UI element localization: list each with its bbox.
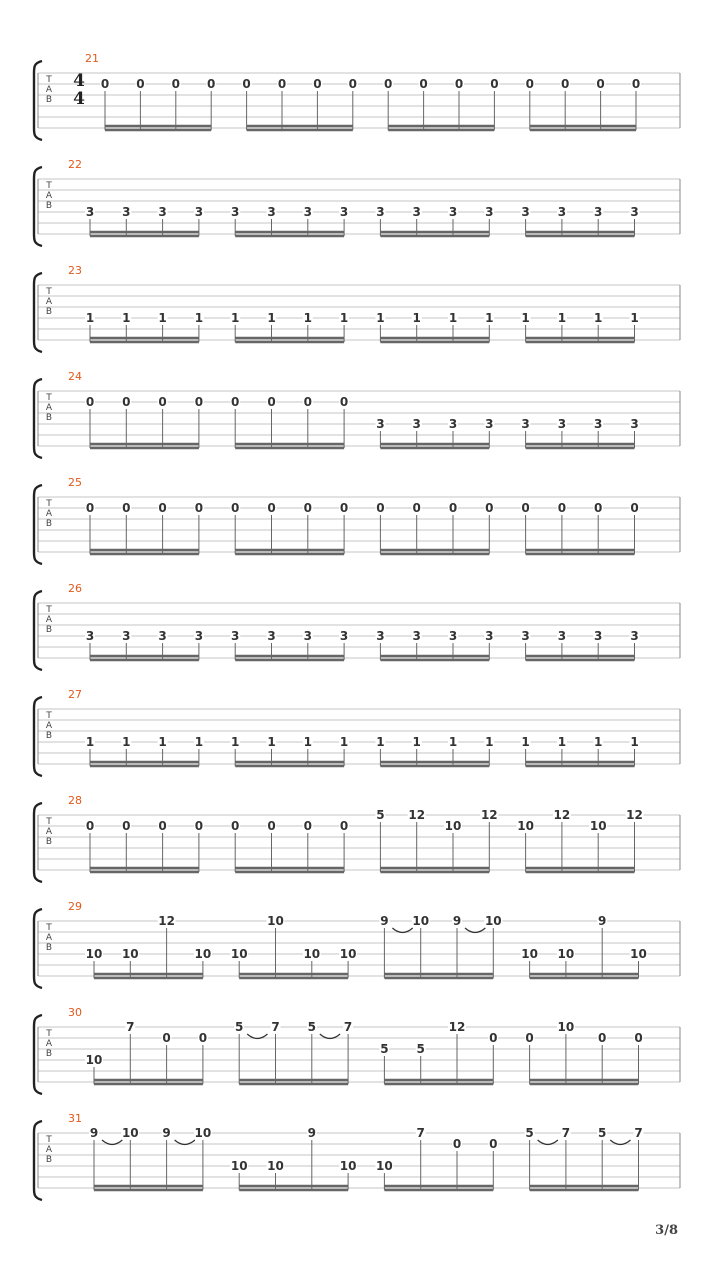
fret-number: 10 [630, 947, 647, 961]
fret-number: 3 [448, 629, 458, 643]
fret-number: 7 [343, 1020, 353, 1034]
fret-number: 3 [521, 205, 530, 219]
time-signature-bottom: 4 [73, 89, 85, 109]
fret-number: 1 [594, 311, 603, 325]
fret-number: 0 [158, 819, 167, 833]
fret-number: 0 [412, 501, 421, 515]
fret-number: 0 [339, 501, 349, 515]
tab-clef-letter: A [45, 615, 53, 625]
fret-number: 3 [485, 629, 494, 643]
fret-number: 10 [303, 947, 321, 961]
fret-number: 1 [448, 735, 458, 749]
fret-number: 5 [598, 1126, 607, 1140]
tab-clef-letter: T [46, 393, 52, 403]
fret-number: 3 [448, 205, 458, 219]
measure-number: 26 [68, 582, 82, 595]
fret-number: 3 [267, 629, 276, 643]
fret-number: 5 [376, 808, 385, 822]
tab-clef-letter: B [45, 731, 53, 741]
tab-clef-letter: T [46, 1029, 52, 1039]
fret-number: 7 [271, 1020, 280, 1034]
fret-number: 0 [489, 1137, 498, 1151]
fret-number: 10 [267, 1159, 284, 1173]
fret-number: 0 [122, 395, 131, 409]
fret-number: 0 [634, 1031, 643, 1045]
tab-clef-letter: B [45, 625, 53, 635]
fret-number: 12 [408, 808, 426, 822]
fret-number: 1 [85, 311, 95, 325]
measure-number: 22 [68, 158, 82, 171]
fret-number: 0 [207, 77, 216, 91]
fret-number: 7 [126, 1020, 135, 1034]
fret-number: 3 [412, 205, 421, 219]
fret-number: 3 [594, 417, 603, 431]
fret-number: 1 [267, 311, 276, 325]
fret-number: 3 [231, 629, 240, 643]
fret-number: 1 [339, 735, 349, 749]
fret-number: 9 [380, 914, 389, 928]
measure-number: 25 [68, 476, 82, 489]
tab-clef-letter: B [45, 201, 53, 211]
fret-number: 3 [594, 205, 603, 219]
fret-number: 0 [100, 77, 110, 91]
fret-number: 0 [557, 501, 567, 515]
tab-clef-letter: B [45, 1155, 53, 1165]
fret-number: 3 [376, 417, 385, 431]
fret-number: 0 [85, 819, 95, 833]
fret-number: 12 [553, 808, 571, 822]
fret-number: 9 [598, 914, 607, 928]
fret-number: 1 [194, 311, 204, 325]
fret-number: 5 [525, 1126, 534, 1140]
fret-number: 3 [194, 629, 204, 643]
fret-number: 0 [267, 819, 276, 833]
tab-clef-letter: T [46, 287, 52, 297]
fret-number: 0 [630, 501, 639, 515]
fret-number: 3 [594, 629, 603, 643]
fret-number: 0 [303, 501, 312, 515]
fret-number: 0 [267, 395, 276, 409]
fret-number: 9 [89, 1126, 99, 1140]
fret-number: 0 [490, 77, 499, 91]
fret-number: 3 [303, 629, 312, 643]
fret-number: 1 [412, 735, 421, 749]
tab-clef-letter: T [46, 1135, 52, 1145]
fret-number: 0 [171, 77, 180, 91]
measure-number: 30 [68, 1006, 82, 1019]
fret-number: 12 [158, 914, 175, 928]
tab-clef-letter: B [45, 943, 53, 953]
fret-number: 0 [313, 77, 322, 91]
fret-number: 3 [122, 205, 131, 219]
fret-number: 0 [485, 501, 494, 515]
fret-number: 3 [85, 205, 95, 219]
fret-number: 10 [517, 819, 534, 833]
tab-clef-letter: B [45, 307, 53, 317]
fret-number: 3 [376, 205, 385, 219]
fret-number: 0 [194, 501, 204, 515]
fret-number: 0 [561, 77, 570, 91]
fret-number: 10 [484, 914, 502, 928]
fret-number: 1 [231, 735, 240, 749]
measure-number: 27 [68, 688, 82, 701]
fret-number: 0 [136, 77, 145, 91]
fret-number: 10 [194, 1126, 212, 1140]
fret-number: 0 [198, 1031, 208, 1045]
tab-clef-letter: T [46, 923, 52, 933]
fret-number: 3 [339, 629, 349, 643]
fret-number: 0 [452, 1137, 462, 1151]
fret-number: 1 [267, 735, 276, 749]
tab-clef-letter: B [45, 519, 53, 529]
fret-number: 0 [85, 501, 95, 515]
fret-number: 10 [85, 947, 103, 961]
fret-number: 1 [485, 735, 494, 749]
fret-number: 3 [267, 205, 276, 219]
fret-number: 3 [521, 629, 530, 643]
fret-number: 10 [339, 947, 357, 961]
fret-number: 0 [158, 501, 167, 515]
fret-number: 5 [416, 1042, 425, 1056]
fret-number: 0 [303, 819, 312, 833]
fret-number: 3 [412, 629, 421, 643]
tab-clef-letter: A [45, 933, 53, 943]
tab-clef-letter: B [45, 1049, 53, 1059]
tab-clef-letter: A [45, 1039, 53, 1049]
measure-number: 29 [68, 900, 82, 913]
fret-number: 0 [277, 77, 287, 91]
fret-number: 1 [376, 311, 385, 325]
fret-number: 12 [626, 808, 643, 822]
fret-number: 1 [303, 311, 312, 325]
tab-clef-letter: A [45, 509, 53, 519]
fret-number: 12 [448, 1020, 466, 1034]
fret-number: 0 [384, 77, 393, 91]
fret-number: 1 [231, 311, 240, 325]
fret-number: 3 [630, 205, 639, 219]
measure-number: 23 [68, 264, 82, 277]
fret-number: 9 [307, 1126, 316, 1140]
fret-number: 3 [122, 629, 131, 643]
tab-clef-letter: T [46, 75, 52, 85]
fret-number: 1 [630, 311, 639, 325]
fret-number: 3 [557, 629, 567, 643]
fret-number: 0 [339, 395, 349, 409]
fret-number: 3 [376, 629, 385, 643]
measure-number: 21 [85, 52, 99, 65]
fret-number: 3 [485, 205, 494, 219]
time-signature-top: 4 [73, 71, 85, 91]
fret-number: 7 [634, 1126, 643, 1140]
fret-number: 1 [303, 735, 312, 749]
fret-number: 0 [122, 501, 131, 515]
fret-number: 3 [557, 417, 567, 431]
fret-number: 1 [158, 311, 167, 325]
fret-number: 10 [85, 1053, 103, 1067]
fret-number: 10 [194, 947, 212, 961]
tab-clef-letter: A [45, 1145, 53, 1155]
fret-number: 0 [594, 501, 603, 515]
fret-number: 0 [525, 77, 534, 91]
fret-number: 0 [339, 819, 349, 833]
fret-number: 0 [596, 77, 605, 91]
fret-number: 0 [448, 501, 458, 515]
fret-number: 0 [194, 819, 204, 833]
tab-clef-letter: T [46, 711, 52, 721]
fret-number: 0 [489, 1031, 498, 1045]
measure-number: 24 [68, 370, 82, 383]
fret-number: 3 [158, 629, 167, 643]
fret-number: 10 [339, 1159, 357, 1173]
tab-clef-letter: B [45, 837, 53, 847]
fret-number: 3 [630, 417, 639, 431]
tab-clef-letter: T [46, 817, 52, 827]
fret-number: 1 [521, 311, 530, 325]
fret-number: 0 [598, 1031, 607, 1045]
fret-number: 7 [416, 1126, 425, 1140]
tab-clef-letter: T [46, 605, 52, 615]
tab-clef-letter: T [46, 181, 52, 191]
fret-number: 0 [242, 77, 251, 91]
fret-number: 1 [557, 311, 567, 325]
fret-number: 0 [454, 77, 464, 91]
fret-number: 0 [348, 77, 357, 91]
fret-number: 10 [267, 914, 284, 928]
fret-number: 10 [521, 947, 538, 961]
fret-number: 1 [485, 311, 494, 325]
fret-number: 9 [162, 1126, 171, 1140]
fret-number: 1 [630, 735, 639, 749]
fret-number: 3 [303, 205, 312, 219]
fret-number: 3 [557, 205, 567, 219]
fret-number: 0 [376, 501, 385, 515]
fret-number: 10 [230, 947, 248, 961]
fret-number: 3 [231, 205, 240, 219]
fret-number: 1 [122, 311, 131, 325]
fret-number: 5 [380, 1042, 389, 1056]
fret-number: 0 [525, 1031, 534, 1045]
measure-number: 28 [68, 794, 82, 807]
fret-number: 10 [376, 1159, 393, 1173]
fret-number: 0 [85, 395, 95, 409]
fret-number: 0 [303, 395, 312, 409]
tab-clef-letter: A [45, 297, 53, 307]
tab-clef-letter: A [45, 191, 53, 201]
fret-number: 3 [485, 417, 494, 431]
tab-clef-letter: B [45, 413, 53, 423]
tab-clef-letter: A [45, 403, 53, 413]
fret-number: 10 [412, 914, 430, 928]
fret-number: 0 [419, 77, 428, 91]
fret-number: 3 [339, 205, 349, 219]
fret-number: 10 [589, 819, 607, 833]
fret-number: 0 [122, 819, 131, 833]
tab-clef-letter: B [45, 95, 53, 105]
fret-number: 3 [85, 629, 95, 643]
fret-number: 1 [448, 311, 458, 325]
fret-number: 0 [267, 501, 276, 515]
fret-number: 10 [557, 947, 575, 961]
fret-number: 0 [521, 501, 530, 515]
tab-clef-letter: A [45, 721, 53, 731]
fret-number: 0 [194, 395, 204, 409]
fret-number: 10 [444, 819, 462, 833]
fret-number: 10 [121, 947, 139, 961]
fret-number: 10 [230, 1159, 248, 1173]
fret-number: 3 [194, 205, 204, 219]
fret-number: 0 [631, 77, 641, 91]
fret-number: 5 [307, 1020, 316, 1034]
fret-number: 0 [231, 395, 240, 409]
fret-number: 0 [231, 501, 240, 515]
fret-number: 1 [122, 735, 131, 749]
fret-number: 5 [235, 1020, 244, 1034]
fret-number: 1 [194, 735, 204, 749]
fret-number: 1 [521, 735, 530, 749]
fret-number: 1 [412, 311, 421, 325]
fret-number: 10 [121, 1126, 139, 1140]
tab-clef-letter: A [45, 827, 53, 837]
tab-clef-letter: T [46, 499, 52, 509]
tab-clef-letter: A [45, 85, 53, 95]
fret-number: 1 [158, 735, 167, 749]
measure-number: 31 [68, 1112, 82, 1125]
fret-number: 1 [594, 735, 603, 749]
page-number: 3/8 [655, 1223, 678, 1238]
fret-number: 3 [412, 417, 421, 431]
fret-number: 9 [452, 914, 462, 928]
fret-number: 0 [162, 1031, 171, 1045]
fret-number: 1 [85, 735, 95, 749]
fret-number: 3 [630, 629, 639, 643]
fret-number: 10 [557, 1020, 575, 1034]
fret-number: 0 [158, 395, 167, 409]
fret-number: 0 [231, 819, 240, 833]
fret-number: 3 [448, 417, 458, 431]
fret-number: 1 [557, 735, 567, 749]
fret-number: 1 [339, 311, 349, 325]
fret-number: 12 [480, 808, 498, 822]
fret-number: 7 [561, 1126, 571, 1140]
fret-number: 1 [376, 735, 385, 749]
fret-number: 3 [158, 205, 167, 219]
fret-number: 3 [521, 417, 530, 431]
